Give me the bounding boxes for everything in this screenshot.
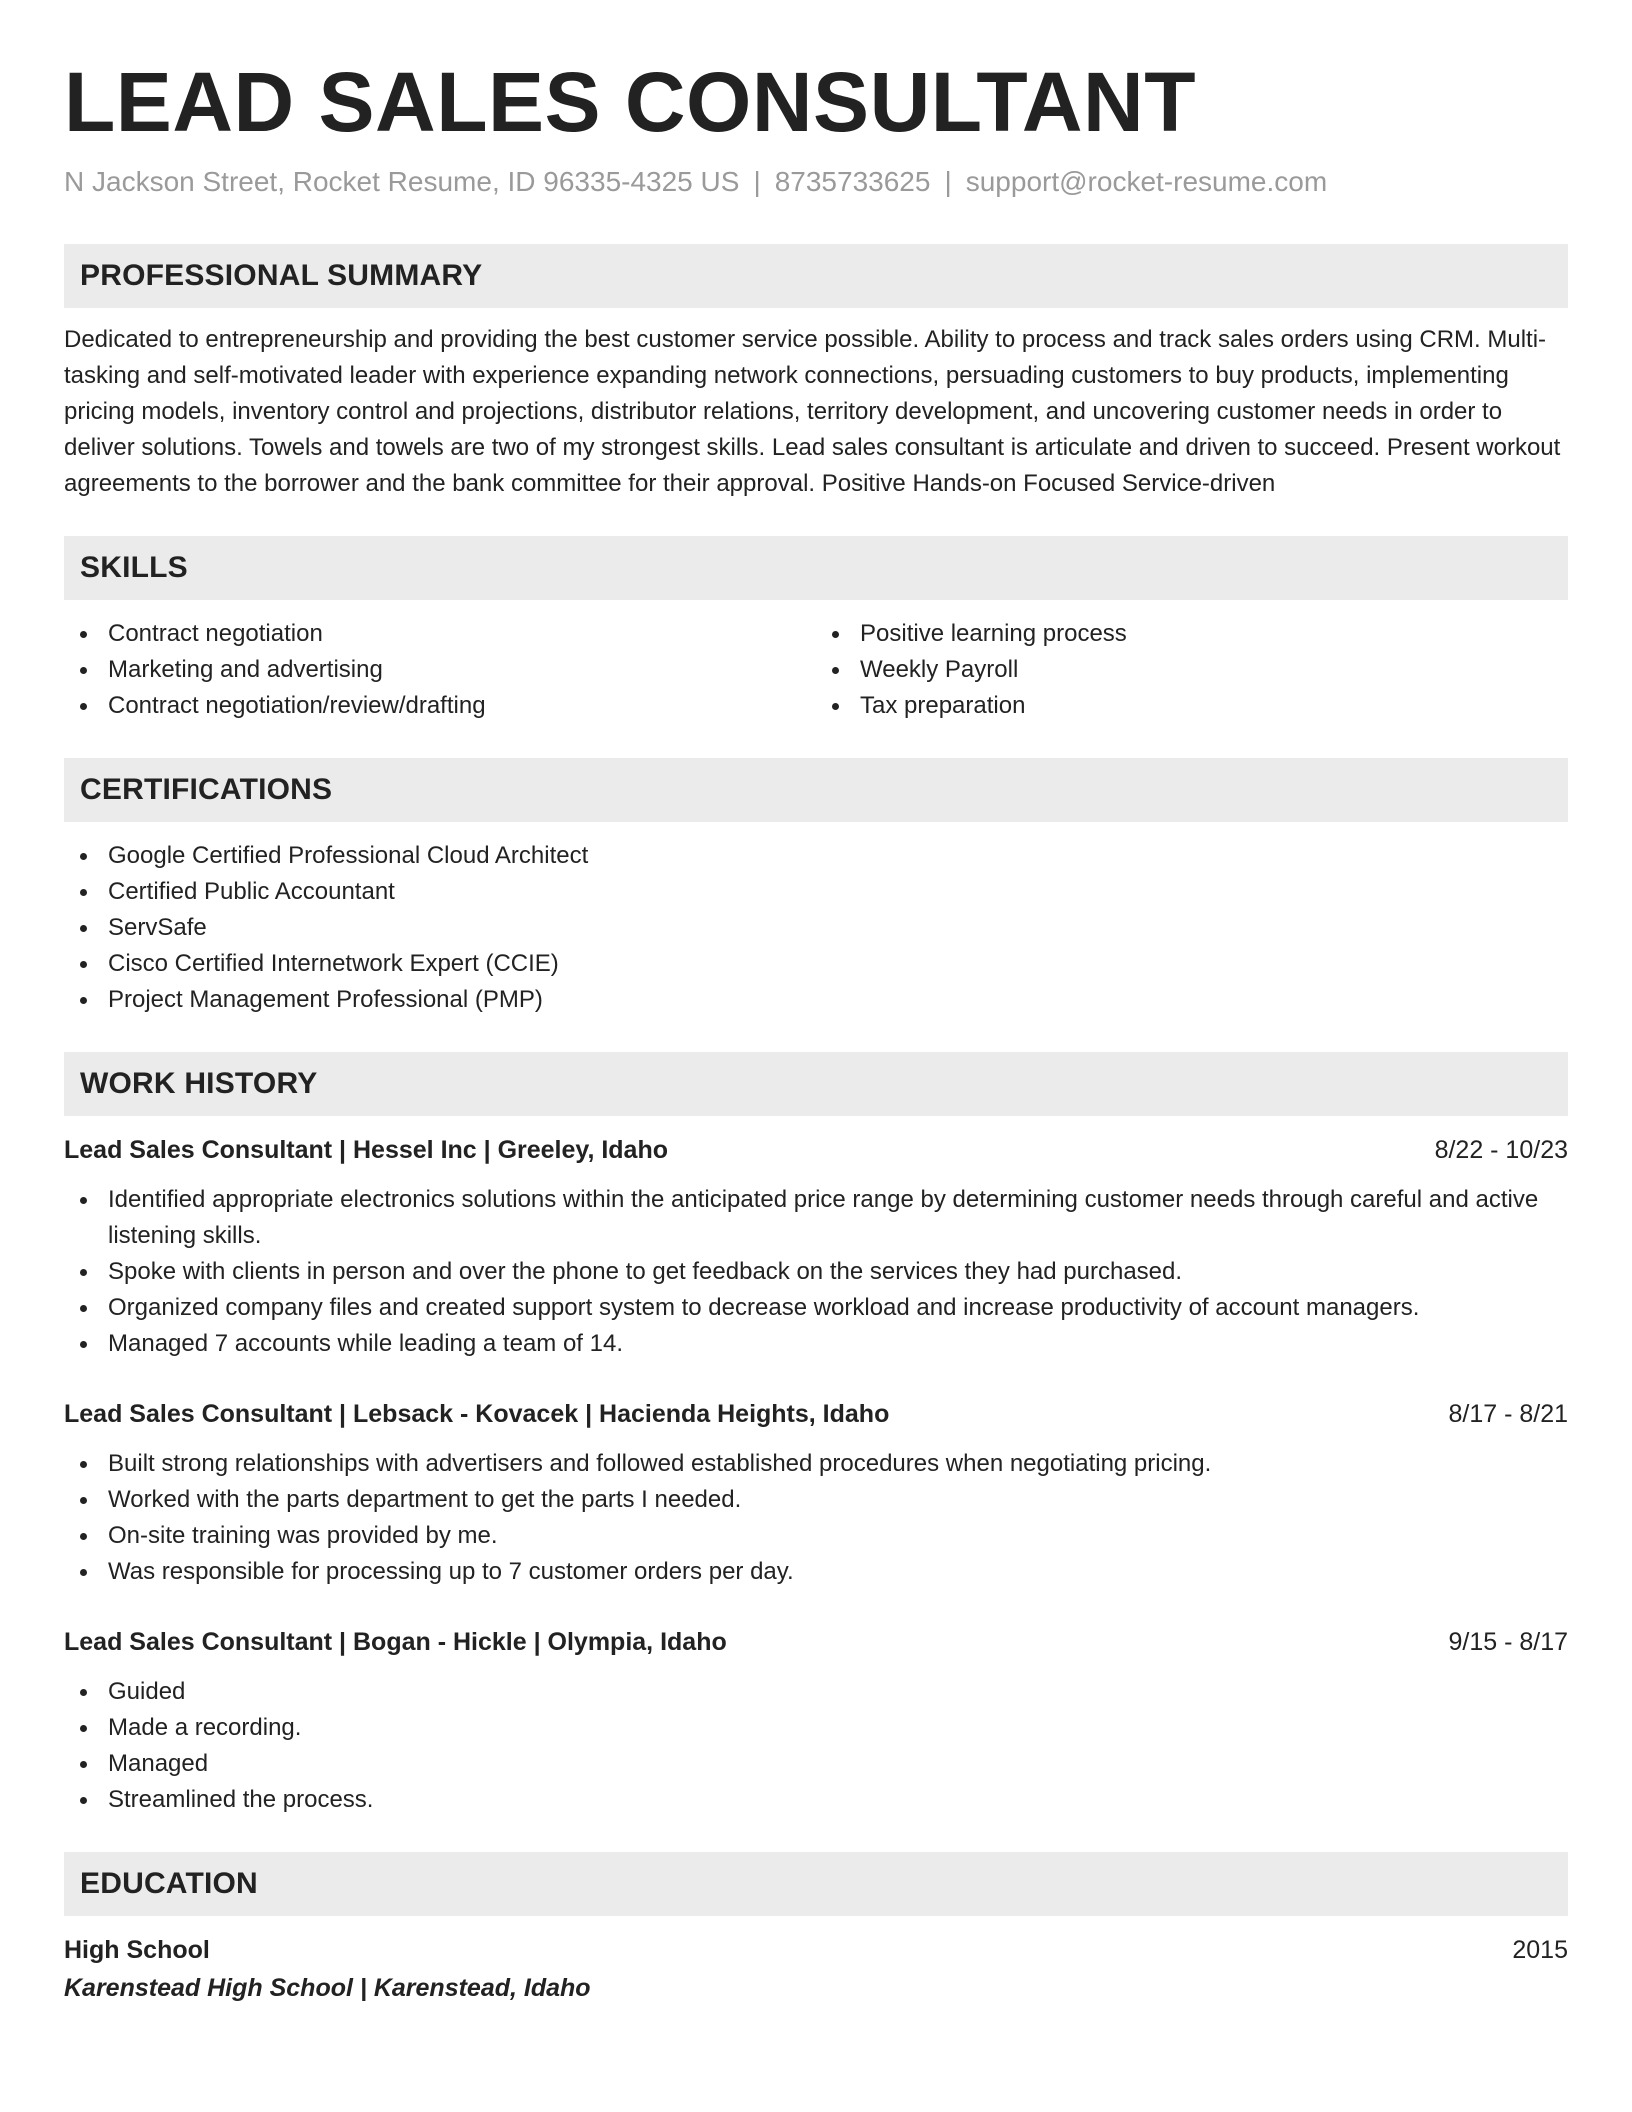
- certification-item: Project Management Professional (PMP): [64, 982, 1568, 1018]
- job-dates: 8/17 - 8/21: [1448, 1400, 1568, 1428]
- skill-item: Tax preparation: [816, 688, 1568, 724]
- contact-line: [64, 164, 1568, 200]
- contact-email: support@rocket-resume.com: [965, 166, 1328, 197]
- contact-separator: |: [753, 166, 761, 197]
- contact-phone: 8735733625: [774, 166, 931, 197]
- job-entry: [64, 1624, 1568, 1818]
- job-header: [64, 1624, 1568, 1660]
- work-section-header: [64, 1052, 1568, 1116]
- education-school: Karenstead High School | Karenstead, Idaho: [64, 1974, 591, 2002]
- job-bullet: Built strong relationships with advertisers and followed established procedures when negotiating pricing.: [64, 1446, 1568, 1482]
- skills-grid: [64, 600, 1568, 724]
- certifications-heading: CERTIFICATIONS: [80, 773, 333, 806]
- job-dates: 8/22 - 10/23: [1434, 1136, 1568, 1164]
- education-header: [64, 1932, 1568, 1968]
- job-bullet: On-site training was provided by me.: [64, 1518, 1568, 1554]
- job-bullet: Guided: [64, 1674, 1568, 1710]
- skills-heading: SKILLS: [80, 551, 188, 584]
- summary-text: Dedicated to entrepreneurship and providing the best customer service possible. Ability to process and track sales orders using CRM. Multi-tasking and self-motivated leader with experience expanding network connections, persuading customers to buy products, implementing pricing models, inventory control and projections, distributor relations, territory development, and uncovering customer needs in order to deliver solutions. Towels and towels are two of my strongest skills. Lead sales consultant is articulate and driven to succeed. Present workout agreements to the borrower and the bank committee for their approval. Positive Hands-on Focused Service-driven: [64, 326, 1561, 497]
- certification-item: ServSafe: [64, 910, 1568, 946]
- job-bullet: Managed: [64, 1746, 1568, 1782]
- certifications-section-header: [64, 758, 1568, 822]
- skill-item: Contract negotiation/review/drafting: [64, 688, 816, 724]
- education-section-header: [64, 1852, 1568, 1916]
- job-header: [64, 1132, 1568, 1168]
- certification-item: Cisco Certified Internetwork Expert (CCIE): [64, 946, 1568, 982]
- skills-list-left: [64, 616, 816, 724]
- job-bullet: Made a recording.: [64, 1710, 1568, 1746]
- skill-item: Contract negotiation: [64, 616, 816, 652]
- job-bullet: Organized company files and created support system to decrease workload and increase productivity of account managers.: [64, 1290, 1568, 1326]
- resume-name: LEAD SALES CONSULTANT: [64, 55, 1197, 149]
- job-bullet: Managed 7 accounts while leading a team of 14.: [64, 1326, 1568, 1362]
- summary-heading: PROFESSIONAL SUMMARY: [80, 259, 483, 292]
- job-dates: 9/15 - 8/17: [1448, 1628, 1568, 1656]
- job-title: Lead Sales Consultant | Lebsack - Kovacek | Hacienda Heights, Idaho: [64, 1400, 890, 1428]
- skill-item: Positive learning process: [816, 616, 1568, 652]
- job-bullet: Worked with the parts department to get the parts I needed.: [64, 1482, 1568, 1518]
- job-title: Lead Sales Consultant | Bogan - Hickle | Olympia, Idaho: [64, 1628, 727, 1656]
- skills-section-header: [64, 536, 1568, 600]
- education-year: 2015: [1512, 1936, 1568, 1964]
- job-bullet: Identified appropriate electronics solutions within the anticipated price range by determining customer needs through careful and active listening skills.: [64, 1182, 1568, 1254]
- job-bullets: [64, 1182, 1568, 1362]
- job-header: [64, 1396, 1568, 1432]
- skills-list-right: [816, 616, 1568, 724]
- job-title: Lead Sales Consultant | Hessel Inc | Greeley, Idaho: [64, 1136, 669, 1164]
- certification-item: Certified Public Accountant: [64, 874, 1568, 910]
- summary-section-header: [64, 244, 1568, 308]
- contact-address: N Jackson Street, Rocket Resume, ID 96335-4325 US: [64, 166, 740, 197]
- work-heading: WORK HISTORY: [80, 1067, 318, 1100]
- job-bullet: Spoke with clients in person and over the phone to get feedback on the services they had purchased.: [64, 1254, 1568, 1290]
- education-heading: EDUCATION: [80, 1867, 258, 1900]
- job-entry: [64, 1132, 1568, 1362]
- job-bullet: Streamlined the process.: [64, 1782, 1568, 1818]
- certification-item: Google Certified Professional Cloud Architect: [64, 838, 1568, 874]
- contact-separator: |: [944, 166, 952, 197]
- certifications-list: [64, 838, 1568, 1018]
- job-bullets: [64, 1446, 1568, 1590]
- skill-item: Marketing and advertising: [64, 652, 816, 688]
- job-bullet: Was responsible for processing up to 7 customer orders per day.: [64, 1554, 1568, 1590]
- education-degree: High School: [64, 1936, 210, 1964]
- job-bullets: [64, 1674, 1568, 1818]
- job-entry: [64, 1396, 1568, 1590]
- skill-item: Weekly Payroll: [816, 652, 1568, 688]
